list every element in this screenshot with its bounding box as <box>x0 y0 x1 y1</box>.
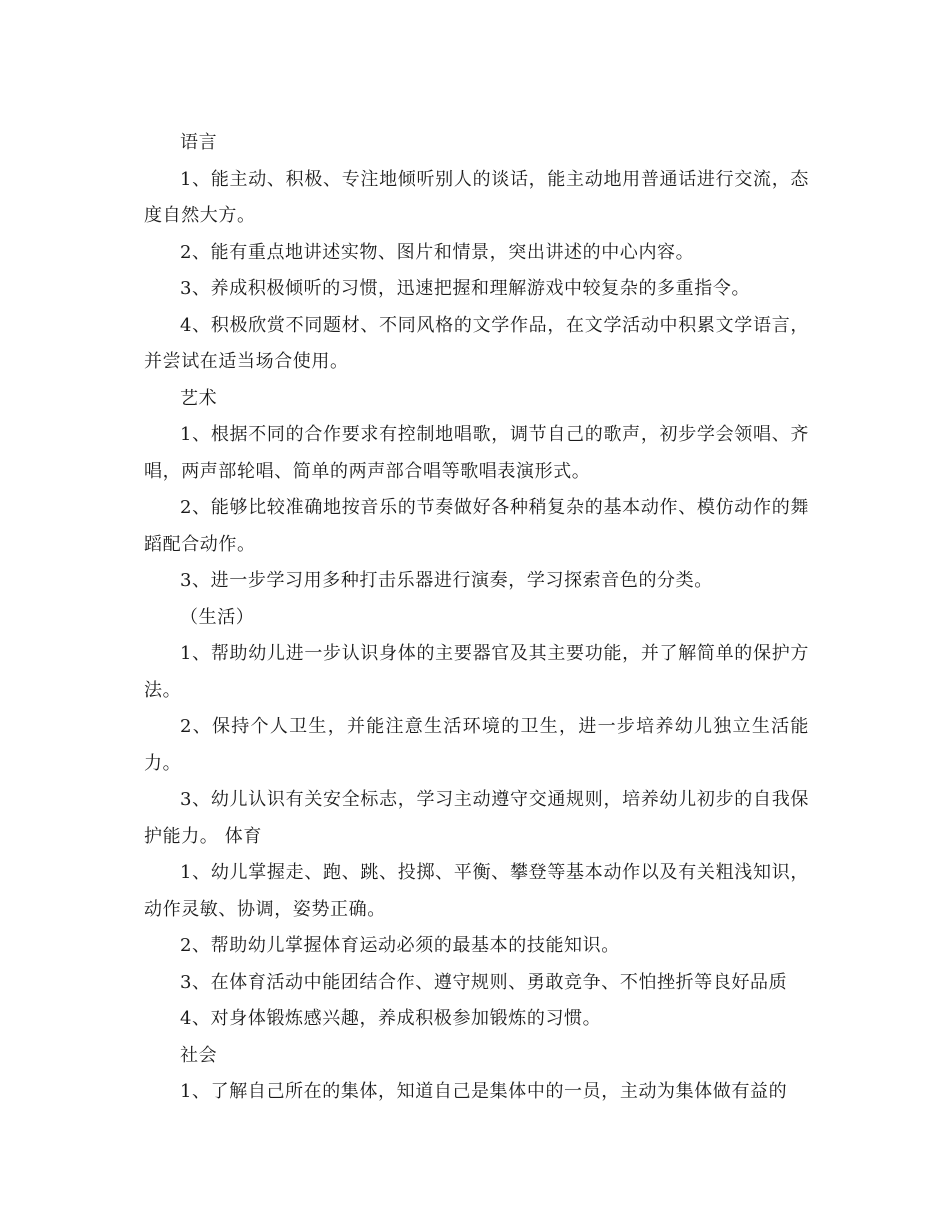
paragraph: 1、了解自己所在的集体，知道自己是集体中的一员，主动为集体做有益的 <box>180 1081 788 1102</box>
paragraph: 4、对身体锻炼感兴趣，养成积极参加锻炼的习惯。 <box>180 1008 602 1029</box>
paragraph: 1、根据不同的合作要求有控制地唱歌，调节自己的歌声，初步学会领唱、齐唱，两声部轮唱、简单的两声部合唱等歌唱表演形式。 <box>144 424 809 482</box>
paragraph: 2、保持个人卫生，并能注意生活环境的卫生，进一步培养幼儿独立生活能力。 <box>144 716 809 774</box>
section-heading-art: 艺术 <box>180 387 218 409</box>
paragraph: 2、帮助幼儿掌握体育运动必须的最基本的技能知识。 <box>180 935 620 956</box>
paragraph: 3、进一步学习用多种打击乐器进行演奏，学习探索音色的分类。 <box>180 570 713 591</box>
paragraph: 1、帮助幼儿进一步认识身体的主要器官及其主要功能，并了解简单的保护方法。 <box>144 643 809 701</box>
section-heading-language: 语言 <box>180 132 218 153</box>
paragraph: 3、在体育活动中能团结合作、遵守规则、勇敢竞争、不怕挫折等良好品质 <box>180 971 788 993</box>
paragraph: 2、能够比较准确地按音乐的节奏做好各种稍复杂的基本动作、模仿动作的舞蹈配合动作。 <box>144 497 809 555</box>
section-heading-society: 社会 <box>180 1044 218 1066</box>
paragraph: 3、幼儿认识有关安全标志，学习主动遵守交通规则，培养幼儿初步的自我保护能力。 体育 <box>144 789 809 847</box>
paragraph: 2、能有重点地讲述实物、图片和情景，突出讲述的中心内容。 <box>180 241 695 263</box>
paragraph: 3、养成积极倾听的习惯，迅速把握和理解游戏中较复杂的多重指令。 <box>180 278 751 299</box>
document-body <box>144 125 809 1111</box>
section-heading-life: （生活） <box>180 606 255 628</box>
paragraph: 1、能主动、积极、专注地倾听别人的谈话，能主动地用普通话进行交流，态度自然大方。 <box>144 168 809 226</box>
paragraph: 1、幼儿掌握走、跑、跳、投掷、平衡、攀登等基本动作以及有关粗浅知识，动作灵敏、协调，姿势正确。 <box>144 862 809 920</box>
paragraph: 4、积极欣赏不同题材、不同风格的文学作品，在文学活动中积累文学语言，并尝试在适当场合使用。 <box>144 314 809 372</box>
